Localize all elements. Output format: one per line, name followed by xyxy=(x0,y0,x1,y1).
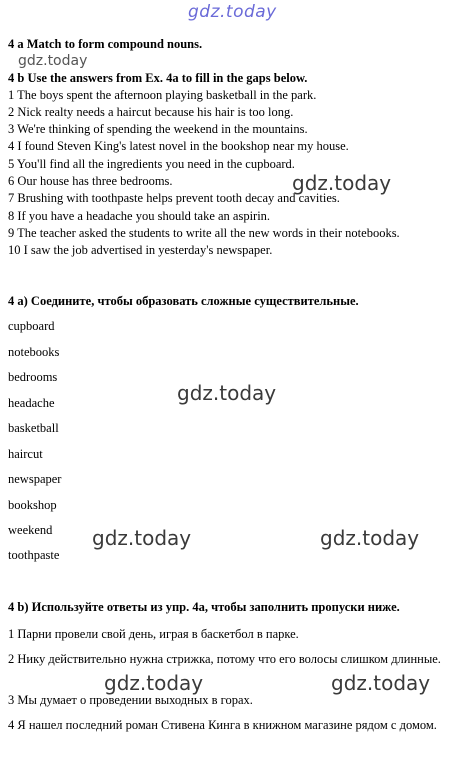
compound-word: haircut xyxy=(8,447,43,461)
sentence-en: 2 Nick realty needs a haircut because his hair is too long. xyxy=(8,105,294,119)
exercise-4a-ru-heading: 4 а) Соедините, чтобы образовать сложные существительные. xyxy=(8,294,359,308)
sentence-ru: 1 Парни провели свой день, играя в баскетбол в парке. xyxy=(8,627,299,641)
watermark-top: gdz.today xyxy=(188,2,277,22)
compound-word: basketball xyxy=(8,421,59,435)
sentence-en: 5 You'll find all the ingredients you need in the cupboard. xyxy=(8,157,295,171)
sentence-en: 9 The teacher asked the students to write all the new words in their notebooks. xyxy=(8,226,400,240)
sentence-ru: 3 Мы думает о проведении выходных в горах. xyxy=(8,693,253,707)
compound-word: headache xyxy=(8,396,55,410)
compound-word: weekend xyxy=(8,523,53,537)
compound-word: newspaper xyxy=(8,472,62,486)
watermark: gdz.today xyxy=(320,526,420,550)
sentence-en: 7 Brushing with toothpaste helps prevent tooth decay and cavities. xyxy=(8,191,340,205)
watermark: gdz.today xyxy=(104,671,204,695)
compound-word: bookshop xyxy=(8,498,57,512)
compound-word: notebooks xyxy=(8,345,60,359)
sentence-en: 3 We're thinking of spending the weekend in the mountains. xyxy=(8,122,308,136)
sentence-en: 10 I saw the job advertised in yesterday's newspaper. xyxy=(8,243,273,257)
watermark-small: gdz.today xyxy=(18,53,88,69)
sentence-en: 8 If you have a headache you should take an aspirin. xyxy=(8,209,271,223)
watermark: gdz.today xyxy=(177,381,277,405)
sentence-ru: 2 Нику действительно нужна стрижка, потому что его волосы слишком длинные. xyxy=(8,652,441,666)
exercise-4a-heading: 4 a Match to form compound nouns. xyxy=(8,37,203,51)
exercise-4b-ru-heading: 4 b) Используйте ответы из упр. 4а, чтобы заполнить пропуски ниже. xyxy=(8,600,400,614)
watermark: gdz.today xyxy=(92,526,192,550)
sentence-en: 4 I found Steven King's latest novel in the bookshop near my house. xyxy=(8,139,349,153)
sentence-en: 6 Our house has three bedrooms. xyxy=(8,174,173,188)
watermark: gdz.today xyxy=(292,171,392,195)
compound-word: toothpaste xyxy=(8,548,60,562)
watermark: gdz.today xyxy=(331,671,431,695)
sentence-en: 1 The boys spent the afternoon playing basketball in the park. xyxy=(8,88,317,102)
compound-word: cupboard xyxy=(8,319,55,333)
sentence-ru: 4 Я нашел последний роман Стивена Кинга в книжном магазине рядом с домом. xyxy=(8,718,437,732)
exercise-4b-heading: 4 b Use the answers from Ex. 4a to fill in the gaps below. xyxy=(8,71,308,85)
compound-word: bedrooms xyxy=(8,370,58,384)
